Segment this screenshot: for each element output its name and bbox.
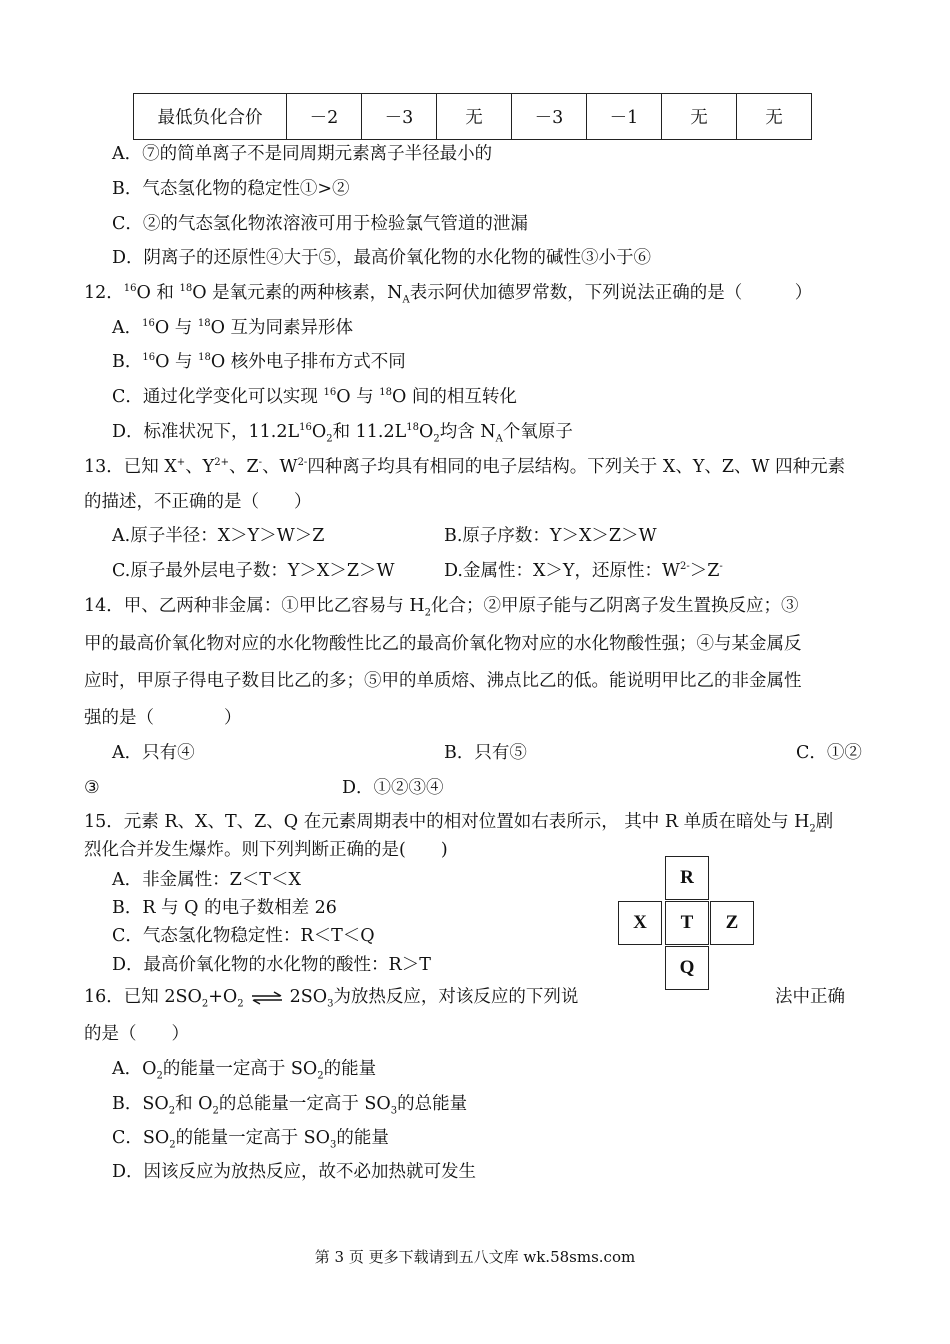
q14-option-c: C．①② — [796, 743, 862, 763]
table-cell: 无 — [437, 94, 512, 140]
table-cell: －3 — [512, 94, 587, 140]
q14-option-c-cont: ③ — [84, 778, 100, 798]
table-cell: 无 — [737, 94, 812, 140]
q14-stem-line2: 甲的最高价氧化物对应的水化物酸性比乙的最高价氧化物对应的水化物酸性强；④与某金属反 — [84, 634, 802, 654]
q15-stem-line1: 15．元素 R、X、T、Z、Q 在元素周期表中的相对位置如右表所示， 其中 R 单质在暗处与 $H_2$剧 — [84, 812, 834, 835]
valence-table — [133, 93, 812, 140]
q11-option-a: A．⑦的简单离子不是同周期元素离子半径最小的 — [112, 144, 493, 164]
element-cell-t: T — [665, 901, 709, 945]
equilibrium-arrow-icon — [250, 990, 284, 1006]
q16-stem-line1-end: 法中正确 — [775, 987, 845, 1007]
table-cell: －1 — [587, 94, 662, 140]
q11-option-d: D．阴离子的还原性④大于⑤，最高价氧化物的水化物的碱性③小于⑥ — [112, 248, 652, 268]
page-footer: 第 3 页 更多下载请到五八文库 wk.58sms.com — [314, 1248, 636, 1266]
element-cell-z: Z — [710, 901, 754, 945]
q13-option-c: C.原子最外层电子数：Y＞X＞Z＞W — [112, 561, 395, 581]
q12-option-b: B．$^{16}$O 与 $^{18}$O 核外电子排布方式不同 — [112, 352, 406, 372]
q15-option-b: B．R 与 Q 的电子数相差 26 — [112, 898, 337, 918]
q16-option-c: C．$SO_2$的能量一定高于 $SO_3$的能量 — [112, 1128, 389, 1151]
q12-option-c: C．通过化学变化可以实现 $^{16}$O 与 $^{18}$O 间的相互转化 — [112, 387, 517, 407]
q11-option-b: B．气态氢化物的稳定性①>② — [112, 179, 350, 199]
q16-option-d: D．因该反应为放热反应，故不必加热就可发生 — [112, 1162, 477, 1182]
q16-option-b: B．$SO_2$和 $O_2$的总能量一定高于 $SO_3$的总能量 — [112, 1094, 468, 1117]
q13-option-b: B.原子序数：Y＞X＞Z＞W — [444, 526, 657, 546]
q14-stem-line3: 应时，甲原子得电子数目比乙的多；⑤甲的单质熔、沸点比乙的低。能说明甲比乙的非金属性 — [84, 671, 802, 691]
element-cell-r: R — [665, 856, 709, 900]
q14-option-d: D．①②③④ — [342, 778, 444, 798]
q15-option-a: A．非金属性：Z＜T＜X — [112, 870, 301, 890]
q14-stem-line1: 14．甲、乙两种非金属：①甲比乙容易与 $H_2$化合；②甲原子能与乙阴离子发生置换反应；③ — [84, 596, 799, 619]
q13-stem-line2: 的描述，不正确的是（ ） — [84, 492, 312, 512]
table-cell: －2 — [287, 94, 362, 140]
table-cell: 无 — [662, 94, 737, 140]
q13-option-d: D.金属性：X＞Y，还原性：$W^{2-}>Z^-$ — [444, 561, 723, 581]
q16-stem-line1: 16．已知 $2SO_2+O_2$ $2SO_3$为放热反应，对该反应的下列说 — [84, 987, 579, 1010]
element-cell-q: Q — [665, 946, 709, 990]
q14-stem-line4: 强的是（ ） — [84, 708, 242, 728]
table-label: 最低负化合价 — [134, 94, 287, 140]
q13-stem: 13．已知 X+、$Y^{2+}$、Z-、$W^{2-}$四种离子均具有相同的电子层结构。下列关于 X、Y、Z、W 四种元素 — [84, 457, 846, 477]
element-cell-x: X — [618, 901, 662, 945]
q16-option-a: A．$O_2$的能量一定高于 $SO_2$的能量 — [112, 1059, 377, 1082]
q12-stem: 12．$^{16}$O 和 $^{18}$O 是氧元素的两种核素，$N_A$表示阿伏加德罗常数，下列说法正确的是（ ） — [84, 283, 813, 306]
q15-option-d: D．最高价氧化物的水化物的酸性：R＞T — [112, 955, 431, 975]
q15-stem-line2: 烈化合并发生爆炸。则下列判断正确的是( ) — [84, 840, 448, 860]
q14-option-a: A．只有④ — [112, 743, 195, 763]
q12-option-d: D．标准状况下，$11.2L^{16}O_2$和 $11.2L^{18}O_2$均含 $N_A$个氧原子 — [112, 422, 573, 445]
q12-option-a: A．$^{16}$O 与 $^{18}$O 互为同素异形体 — [112, 318, 354, 338]
table-cell: －3 — [362, 94, 437, 140]
q16-stem-line2: 的是（ ） — [84, 1024, 189, 1044]
q11-option-c: C．②的气态氢化物浓溶液可用于检验氯气管道的泄漏 — [112, 214, 528, 234]
q14-option-b: B．只有⑤ — [444, 743, 527, 763]
q15-option-c: C．气态氢化物稳定性：R＜T＜Q — [112, 926, 375, 946]
q13-option-a: A.原子半径：X＞Y＞W＞Z — [112, 526, 325, 546]
